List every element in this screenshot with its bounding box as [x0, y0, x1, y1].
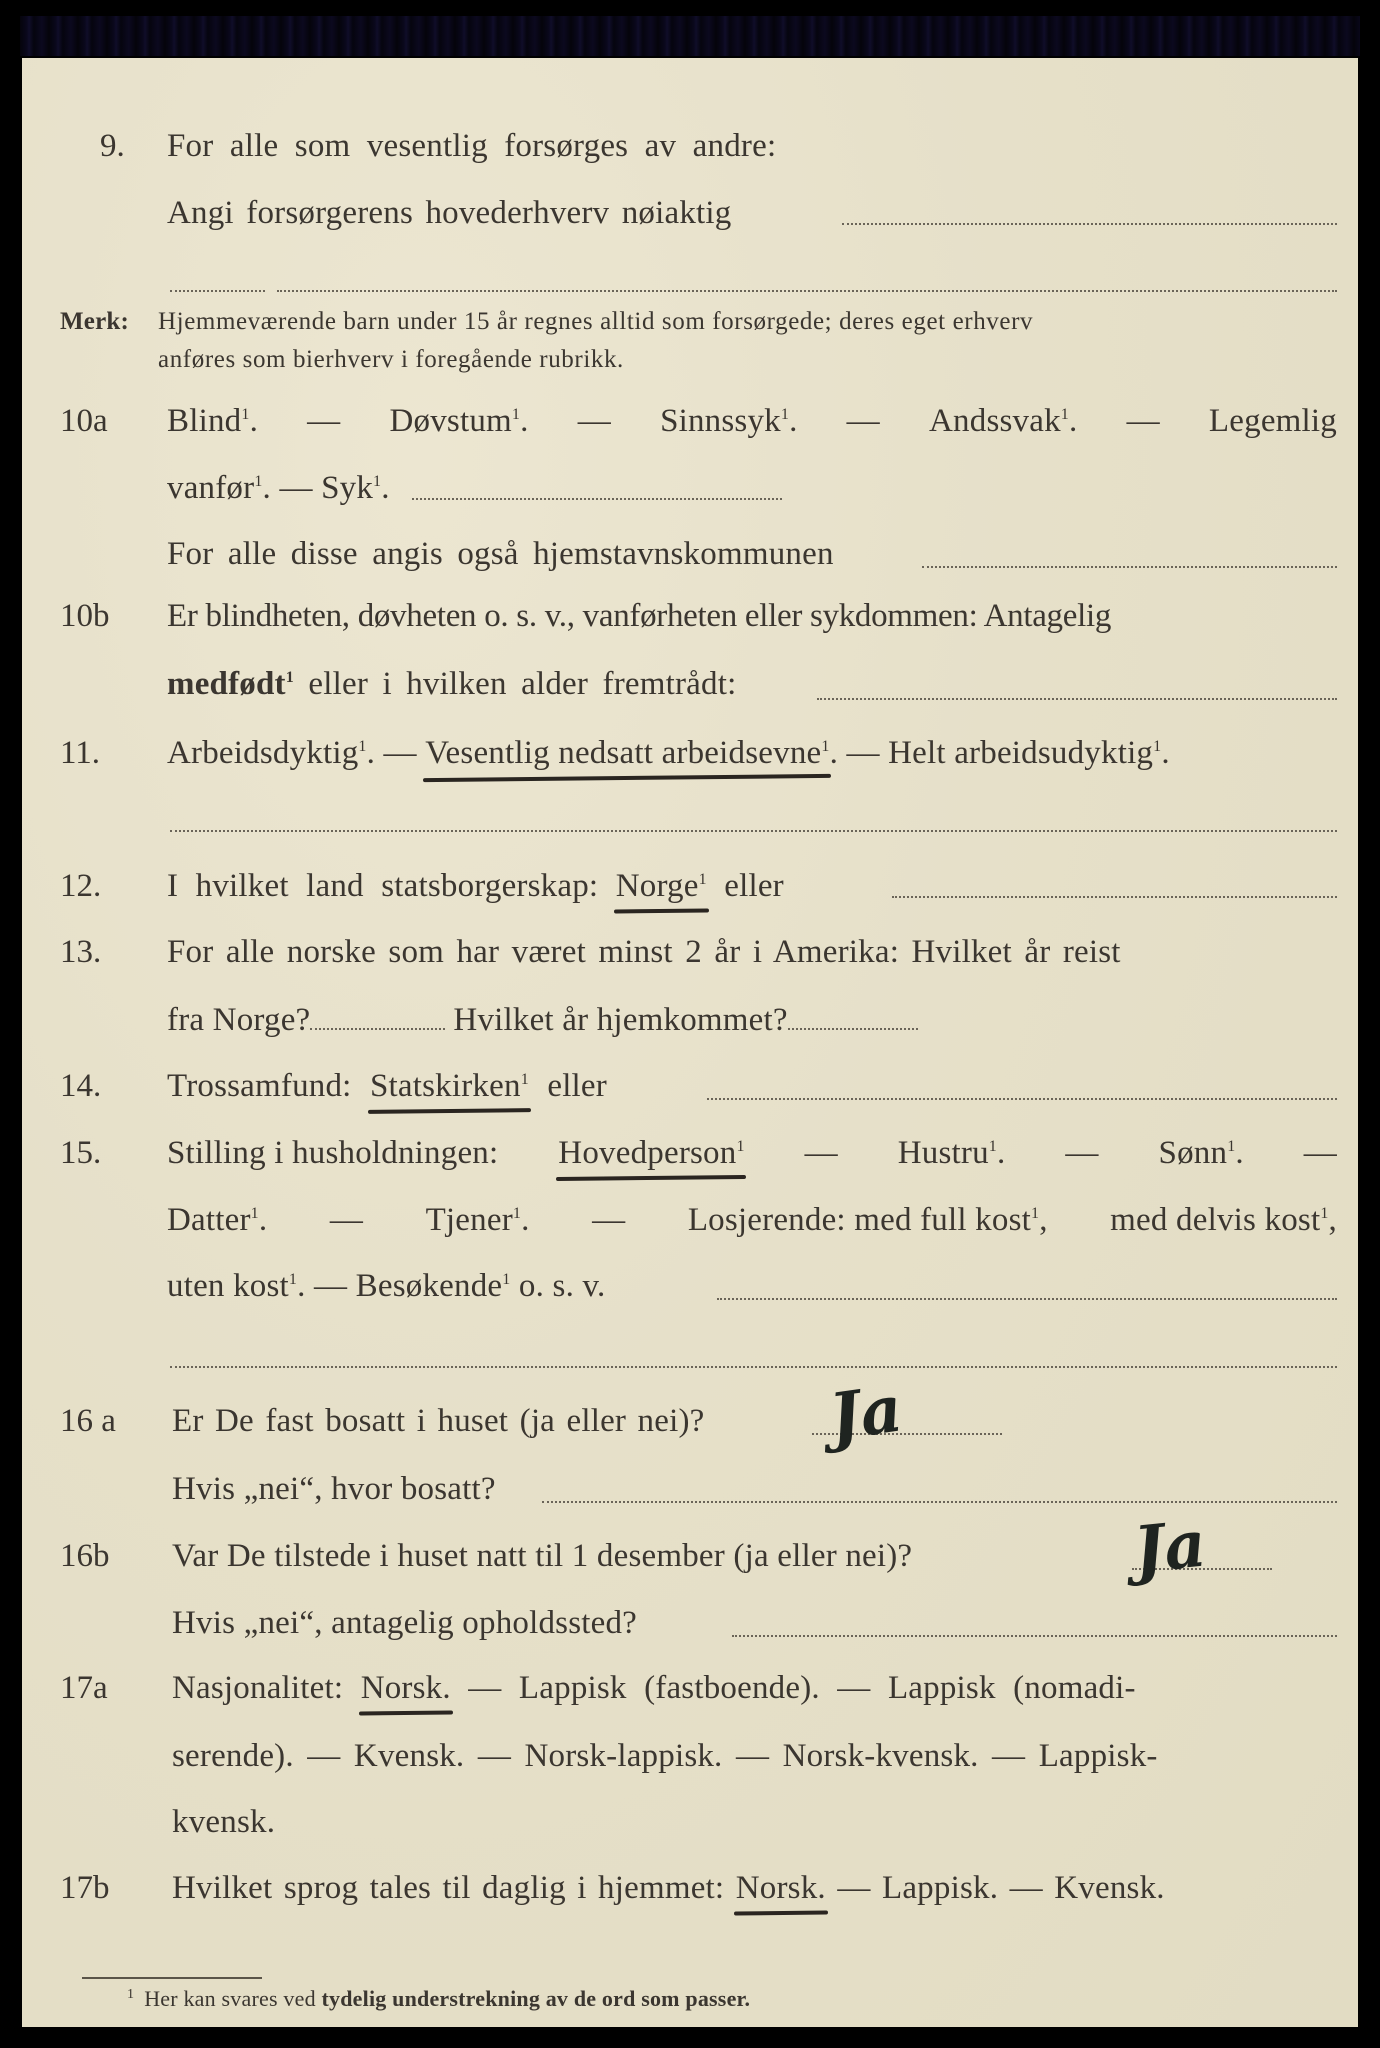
q14-number: 14. — [60, 1068, 102, 1104]
merk-line2: anføres som bierhverv i foregående rubrikk. — [158, 346, 624, 373]
q15-extra-field[interactable] — [170, 1366, 1337, 1368]
q9-extra-field-a[interactable] — [170, 290, 265, 292]
q16b-line2: Hvis „nei“, antagelig opholdssted? — [172, 1605, 638, 1641]
q17a-opt-norsk-selected[interactable]: Norsk. — [360, 1670, 451, 1706]
q17b-opt-norsk-selected[interactable]: Norsk. — [735, 1870, 826, 1906]
q11-opt-udyktig[interactable]: Helt arbeidsudyktig$^1$. — [888, 735, 1170, 771]
q17b-number: 17b — [60, 1870, 110, 1906]
q11-number: 11. — [60, 735, 101, 771]
q12-line: I hvilket land statsborgerskap: Norge$^1$ eller — [167, 868, 784, 904]
q14-opt-statskirken-selected[interactable]: Statskirken$^1$ — [370, 1068, 529, 1104]
q16a-line2: Hvis „nei“, hvor bosatt? — [172, 1471, 496, 1507]
q17a-line2: serende). — Kvensk. — Norsk-lappisk. — Norsk-kvensk. — Lappisk- — [172, 1738, 1158, 1774]
q14-trossamfund-field[interactable] — [707, 1098, 1337, 1100]
q15-opt-hustru[interactable]: Hustru$^1$. — [897, 1135, 1006, 1171]
q15-opt-datter[interactable]: Datter$^1$. — [167, 1202, 268, 1238]
q15-line1: Stilling i husholdningen: Hovedperson$^1$ — Hustru$^1$. — Sønn$^1$. — — [167, 1135, 1337, 1171]
q10b-alder-field[interactable] — [817, 698, 1337, 700]
scanner-edge — [20, 16, 1360, 56]
q17a-line1: Nasjonalitet: Norsk. — Lappisk (fastboende). — Lappisk (nomadi- — [172, 1670, 1136, 1706]
q10a-opt-andssvak[interactable]: Andssvak$^1$. — [929, 403, 1078, 439]
q16a-handwritten-answer[interactable]: Ja — [825, 1371, 907, 1456]
q15-stilling-field[interactable] — [717, 1298, 1337, 1300]
q13-line1: For alle norske som har været minst 2 år i Amerika: Hvilket år reist — [167, 934, 1121, 970]
merk-label: Merk: — [60, 308, 130, 335]
q16b-number: 16b — [60, 1538, 110, 1574]
q10b-number: 10b — [60, 598, 110, 634]
q10a-options: Blind$^1$. — Døvstum$^1$. — Sinnssyk$^1$. — Andssvak$^1$. — Legemlig — [167, 403, 1337, 439]
q13-number: 13. — [60, 934, 102, 970]
q10a-number: 10a — [60, 403, 108, 439]
q15-opt-sonn[interactable]: Sønn$^1$. — [1158, 1135, 1244, 1171]
q9-answer-field[interactable] — [842, 223, 1337, 225]
q15-number: 15. — [60, 1135, 102, 1171]
q16b-handwritten-answer[interactable]: Ja — [1130, 1506, 1210, 1589]
q10a-hjemstavn-field[interactable] — [922, 566, 1337, 568]
q10a-opt-legemlig[interactable]: Legemlig — [1208, 403, 1337, 439]
merk-line1: Hjemmeværende barn under 15 år regnes alltid som forsørgede; deres eget erhverv — [158, 308, 1034, 335]
q15-opt-delvis-kost[interactable]: med delvis kost$^1$, — [1110, 1202, 1337, 1238]
q16a-bosatt-field[interactable] — [542, 1501, 1337, 1503]
q15-line3: uten kost$^1$. — Besøkende$^1$ o. s. v. — [167, 1268, 606, 1304]
q17a-line3: kvensk. — [172, 1804, 276, 1840]
q12-number: 12. — [60, 868, 102, 904]
q12-opt-norge-selected[interactable]: Norge$^1$ — [615, 868, 707, 904]
q10a-line3: For alle disse angis også hjemstavnskommunen — [167, 536, 834, 572]
q10a-opt-blind[interactable]: Blind$^1$. — [167, 403, 259, 439]
q10a-syk-field[interactable] — [412, 498, 782, 500]
q9-number: 9. — [100, 128, 125, 164]
q15-opt-besokende[interactable]: Besøkende$^1$ — [355, 1268, 511, 1304]
q10b-opt-medfodt[interactable]: medfødt$^1$ — [167, 666, 294, 702]
q16a-line1: Er De fast bosatt i huset (ja eller nei)? — [172, 1403, 705, 1439]
q13-hjemkommet-field[interactable] — [788, 1028, 918, 1030]
q16a-number: 16 a — [60, 1403, 116, 1439]
q9-line1: For alle som vesentlig forsørges av andre: — [167, 128, 777, 164]
q9-extra-field-b[interactable] — [277, 290, 1337, 292]
q10a-opt-syk[interactable]: Syk$^1$. — [321, 470, 390, 506]
q13-reist-field[interactable] — [310, 1028, 445, 1030]
q10b-line2: medfødt$^1$ eller i hvilken alder fremtrådt: — [167, 666, 737, 702]
q10a-opt-dovstum[interactable]: Døvstum$^1$. — [389, 403, 529, 439]
q14-line: Trossamfund: Statskirken$^1$ eller — [167, 1068, 607, 1104]
q10a-line2: vanfør$^1$. — Syk$^1$. — [167, 470, 390, 506]
footnote-rule — [82, 1977, 262, 1979]
q13-line2: fra Norge? Hvilket år hjemkommet? — [167, 1002, 918, 1039]
q11-opt-arbeidsdyktig[interactable]: Arbeidsdyktig$^1$. — [167, 735, 376, 771]
q17b-line: Hvilket sprog tales til daglig i hjemmet: Norsk. — Lappisk. — Kvensk. — [172, 1870, 1165, 1906]
q16b-line1: Var De tilstede i huset natt til 1 desember (ja eller nei)? — [172, 1538, 913, 1574]
q10a-opt-vanfor[interactable]: vanfør$^1$. — [167, 470, 271, 506]
q15-opt-uten-kost[interactable]: uten kost$^1$. — [167, 1268, 306, 1304]
q15-opt-hovedperson-selected[interactable]: Hovedperson$^1$ — [558, 1135, 745, 1171]
q11-options: Arbeidsdyktig$^1$. — Vesentlig nedsatt arbeidsevne$^1$. — Helt arbeidsudyktig$^1$. — [167, 735, 1170, 771]
q16b-opholdssted-field[interactable] — [732, 1635, 1337, 1637]
q12-land-field[interactable] — [892, 896, 1337, 898]
q11-extra-field[interactable] — [170, 830, 1337, 832]
q10a-opt-sinnssyk[interactable]: Sinnssyk$^1$. — [660, 403, 798, 439]
q9-line2: Angi forsørgerens hovederhverv nøiaktig — [167, 195, 732, 231]
footnote: $^1$ Her kan svares ved tydelig understrekning av de ord som passer. — [127, 1986, 751, 2011]
q10b-line1: Er blindheten, døvheten o. s. v., vanførheten eller sykdommen: Antagelig — [167, 598, 1112, 634]
q15-line2: Datter$^1$. — Tjener$^1$. — Losjerende: med full kost$^1$, med delvis kost$^1$, — [167, 1202, 1337, 1238]
q17a-number: 17a — [60, 1670, 108, 1706]
census-form-page — [22, 58, 1358, 2027]
q11-opt-nedsatt-selected[interactable]: Vesentlig nedsatt arbeidsevne$^1$ — [425, 735, 830, 771]
q15-opt-tjener[interactable]: Tjener$^1$. — [425, 1202, 530, 1238]
q15-opt-full-kost[interactable]: Losjerende: med full kost$^1$, — [687, 1202, 1048, 1238]
